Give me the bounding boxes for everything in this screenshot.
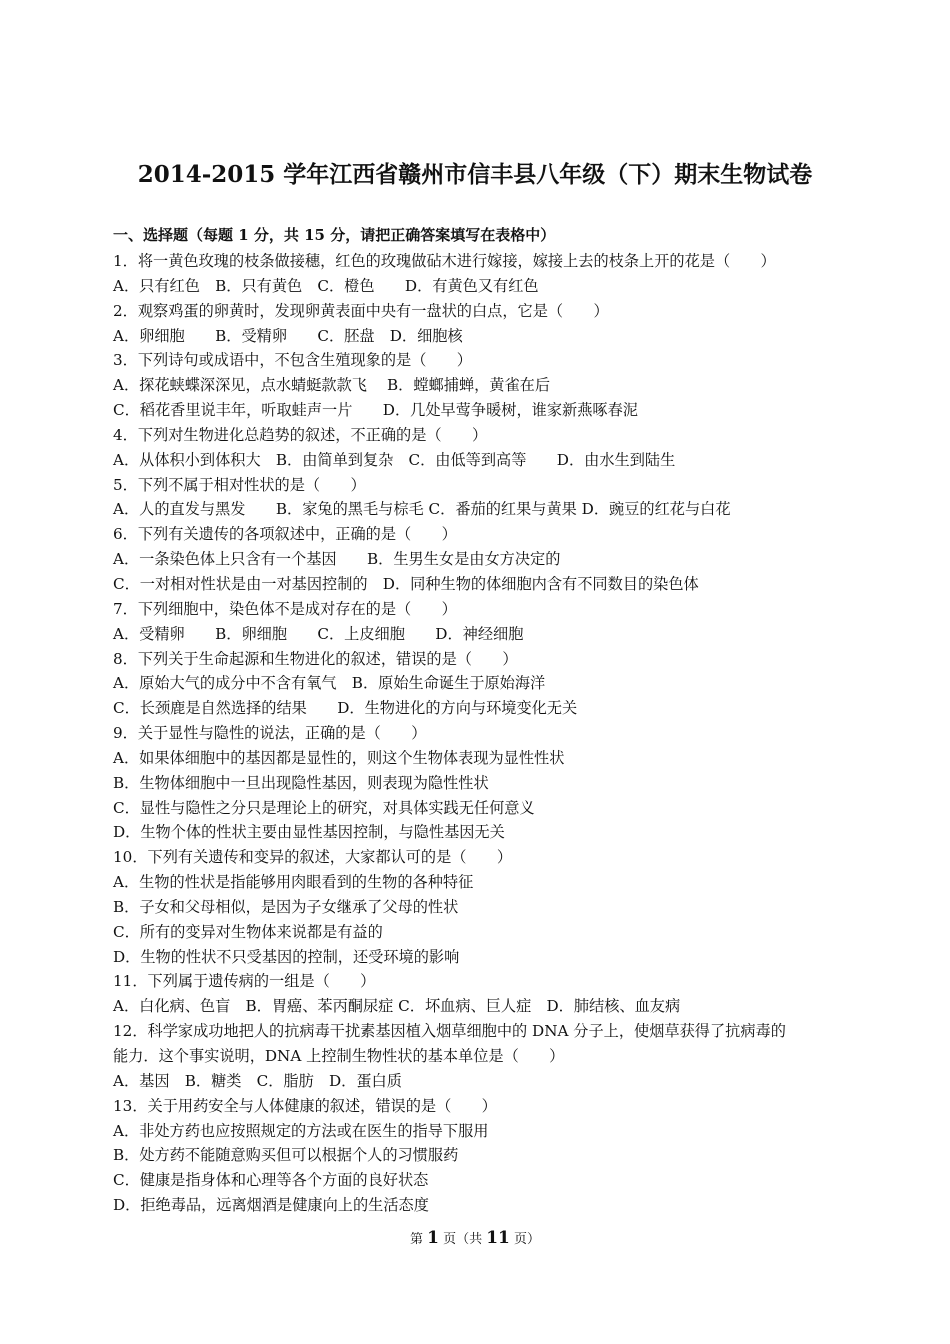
text-line: A．白化病、色盲 B．胃癌、苯丙酮尿症 C．坏血病、巨人症 D．肺结核、血友病 (113, 997, 681, 1016)
text-line: A．基因 B．糖类 C．脂肪 D．蛋白质 (113, 1071, 402, 1090)
footer-suffix: 页） (509, 1232, 541, 1247)
text-line: A．非处方药也应按照规定的方法或在医生的指导下服用 (113, 1121, 489, 1140)
text-line: A．只有红色 B．只有黄色 C．橙色 D．有黄色又有红色 (113, 276, 539, 295)
text-line: 能力．这个事实说明，DNA 上控制生物性状的基本单位是（ ） (113, 1047, 565, 1065)
text-line: C．显性与隐性之分只是理论上的研究，对具体实践无任何意义 (113, 798, 535, 817)
footer-prefix: 第 (409, 1232, 428, 1247)
text-line: A．如果体细胞中的基因都是显性的，则这个生物体表现为显性性状 (113, 748, 565, 767)
text-line: C．健康是指身体和心理等各个方面的良好状态 (113, 1171, 429, 1190)
text-line: 5．下列不属于相对性状的是（ ） (113, 475, 366, 494)
text-line: A．卵细胞 B．受精卵 C．胚盘 D．细胞核 (113, 326, 463, 345)
text-line: 9．关于显性与隐性的说法，正确的是（ ） (113, 724, 427, 743)
text-line: D．拒绝毒品，远离烟酒是健康向上的生活态度 (113, 1196, 429, 1215)
footer-middle: 页（共 (438, 1232, 487, 1247)
footer-total-pages: 11 (486, 1228, 510, 1248)
text-line: 7．下列细胞中，染色体不是成对存在的是（ ） (113, 599, 457, 618)
text-line: A．一条染色体上只含有一个基因 B．生男生女是由女方决定的 (113, 550, 561, 569)
footer-page-number: 1 (427, 1228, 439, 1248)
text-line: A．受精卵 B．卵细胞 C．上皮细胞 D．神经细胞 (113, 624, 524, 643)
text-line: A．从体积小到体积大 B．由简单到复杂 C．由低等到高等 D．由水生到陆生 (113, 450, 676, 469)
question-list (113, 249, 843, 1218)
text-line: A．探花蛱蝶深深见，点水蜻蜓款款飞 B．螳螂捕蝉，黄雀在后 (113, 376, 551, 395)
text-line: 2．观察鸡蛋的卵黄时，发现卵黄表面中央有一盘状的白点，它是（ ） (113, 301, 609, 320)
text-line: 10．下列有关遗传和变异的叙述，大家都认可的是（ ） (113, 848, 513, 867)
text-line: A．生物的性状是指能够用肉眼看到的生物的各种特征 (113, 873, 474, 892)
text-line: 11．下列属于遗传病的一组是（ ） (113, 972, 376, 991)
text-line: B．生物体细胞中一旦出现隐性基因，则表现为隐性性状 (113, 773, 489, 792)
text-line: B．处方药不能随意购买但可以根据个人的习惯服药 (113, 1146, 459, 1165)
text-line: 13．关于用药安全与人体健康的叙述，错误的是（ ） (113, 1096, 497, 1115)
text-line: 4．下列对生物进化总趋势的叙述，不正确的是（ ） (113, 425, 488, 444)
text-line: C．所有的变异对生物体来说都是有益的 (113, 922, 383, 941)
text-line: D．生物的性状不只受基因的控制，还受环境的影响 (113, 947, 460, 966)
text-line: D．生物个体的性状主要由显性基因控制，与隐性基因无关 (113, 823, 505, 842)
text-line: 3．下列诗句或成语中，不包含生殖现象的是（ ） (113, 351, 472, 370)
text-line: 1．将一黄色玫瑰的枝条做接穗，红色的玫瑰做砧木进行嫁接，嫁接上去的枝条上开的花是（ ） (113, 252, 776, 270)
text-line: 6．下列有关遗传的各项叙述中，正确的是（ ） (113, 525, 457, 544)
text-line: 12．科学家成功地把人的抗病毒干扰素基因植入烟草细胞中的 DNA 分子上，使烟草获得了抗病毒的 (113, 1022, 786, 1041)
text-line: A．原始大气的成分中不含有氧气 B．原始生命诞生于原始海洋 (113, 674, 546, 693)
section-heading: 一、选择题（每题 1 分，共 15 分，请把正确答案填写在表格中） (113, 226, 556, 244)
text-line: C．稻花香里说丰年，听取蛙声一片 D．几处早莺争暖树，谁家新燕啄春泥 (113, 401, 638, 420)
text-line: B．子女和父母相似，是因为子女继承了父母的性状 (113, 897, 459, 916)
text-line: C．长颈鹿是自然选择的结果 D．生物进化的方向与环境变化无关 (113, 699, 578, 718)
page-footer (0, 1228, 950, 1248)
exam-title: 2014-2015 学年江西省赣州市信丰县八年级（下）期末生物试卷 (137, 161, 813, 188)
text-line: A．人的直发与黑发 B．家兔的黑毛与棕毛 C．番茄的红果与黄果 D．豌豆的红花与白花 (113, 500, 731, 519)
text-line: 8．下列关于生命起源和生物进化的叙述，错误的是（ ） (113, 649, 518, 668)
text-line: C．一对相对性状是由一对基因控制的 D．同种生物的体细胞内含有不同数目的染色体 (113, 574, 699, 593)
